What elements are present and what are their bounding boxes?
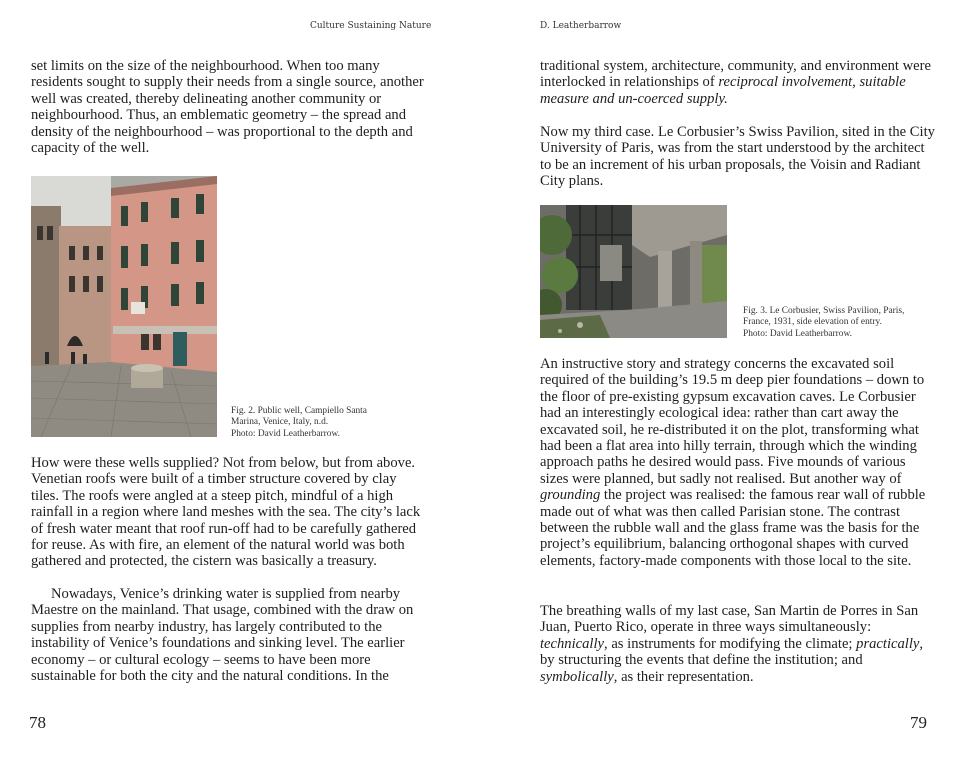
- caption-line: Fig. 2. Public well, Campiello Santa: [231, 406, 367, 416]
- right-paragraph-4: [540, 603, 935, 685]
- running-head-right: D. Leatherbarrow: [540, 21, 622, 31]
- text-run: traditional system, architecture, community, and environment were interlocked in relationships of: [540, 58, 931, 91]
- italic-run: practically: [856, 635, 920, 652]
- right-page: [480, 0, 960, 762]
- right-paragraph-2: Now my third case. Le Corbusier’s Swiss Pavilion, sited in the City University of Paris, was from the start understood by the architect to be an increment of his urban proposals, the Voisin and Radiant City plans.: [540, 124, 935, 190]
- italic-run: grounding: [540, 487, 601, 504]
- page-number-right: 79: [910, 713, 927, 732]
- page-number-left: 78: [29, 713, 46, 732]
- figure-swiss-pavilion-photo: [540, 205, 727, 338]
- text-run: the project was realised: the famous rear wall of rubble made out of what was then called Parisian stone. The contrast between the rubble wall and the glass frame was the basis for the project’s equilibrium, balancing orthogonal shapes with curved elements, factory-made components with those local to the site.: [540, 487, 926, 569]
- italic-run: symbolically: [540, 668, 614, 685]
- caption-line: Photo: David Leatherbarrow.: [743, 328, 852, 339]
- caption-line: Fig. 3. Le Corbusier, Swiss Pavilion, Paris,: [743, 306, 905, 316]
- figure-3-caption: [743, 306, 953, 340]
- left-paragraph-3: Nowadays, Venice’s drinking water is supplied from nearby Maestre on the mainland. That usage, combined with the draw on supplies from nearby industry, has largely contributed to the instability of Venice’s foundations and sinking level. The earlier economy – or cultural ecology – seems to have been more sustainable for both the city and the natural conditions. In the: [31, 586, 414, 685]
- text-run: The breathing walls of my last case, San Martin de Porres in San Juan, Puerto Rico, operate in three ways simultaneously:: [540, 603, 919, 636]
- text-run: , as their representation.: [613, 668, 754, 685]
- left-paragraph-1: set limits on the size of the neighbourhood. When too many residents sought to supply their needs from a single source, another well was created, thereby delineating another community or neighbourhood. Thus, an emblematic geometry – the spread and density of the neighbourhood – was proportional to the depth and capacity of the well.: [31, 58, 424, 157]
- right-paragraph-3: [540, 356, 935, 569]
- italic-run: reciprocal involvement, suitable measure and un-coerced supply.: [540, 74, 906, 107]
- figure-2-caption: [231, 406, 431, 440]
- running-head-left: Culture Sustaining Nature: [310, 21, 432, 31]
- left-paragraph-2: How were these wells supplied? Not from below, but from above. Venetian roofs were built of a timber structure covered by clay tiles. The roofs were angled at a steep pitch, mindful of a high rainfall in a region where land meshes with the sea. The city’s lack of fresh water meant that roof run-off had to be carefully gathered for reuse. As with fire, an element of the natural world was both gathered and protected, the cistern was basically a treasury.: [31, 455, 421, 570]
- text-run: , as instruments for modifying the climate;: [604, 635, 857, 652]
- figure-venice-well-photo: [31, 176, 217, 437]
- caption-line: Photo: David Leatherbarrow.: [231, 428, 340, 439]
- italic-run: technically: [540, 635, 605, 652]
- caption-line: Marina, Venice, Italy, n.d.: [231, 417, 329, 428]
- caption-line: France, 1931, side elevation of entry.: [743, 317, 882, 328]
- right-paragraph-1: [540, 58, 935, 107]
- text-run: An instructive story and strategy concerns the excavated soil required of the building’s 19.5 m deep pier foundations – down to the floor of pre-existing gypsum excavation caves. Le Corbusier had an interestingly ecological idea: rather than cart away the excavated soil, he re-distributed it on the plot, transforming what had been a flat area into hilly terrain, through which the winding approach paths he desired would pass. Five mounds of various sizes were planned, but sadly not realised. But another way of: [540, 356, 925, 487]
- text-run: , by structuring the events that define the institution; and: [540, 635, 924, 669]
